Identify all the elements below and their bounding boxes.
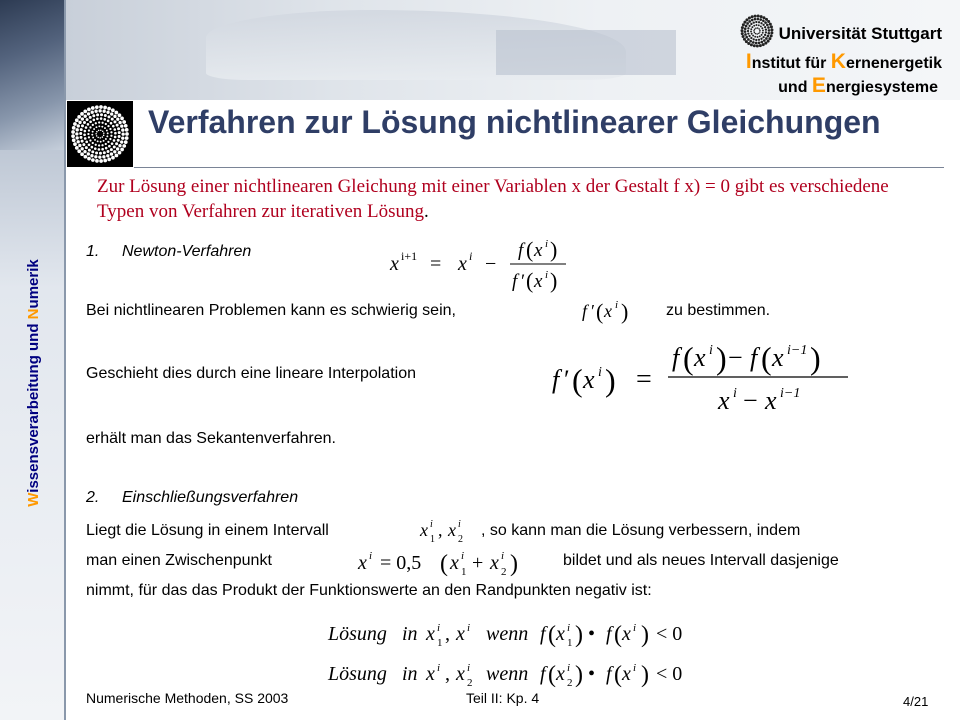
svg-text:2: 2 <box>467 677 473 689</box>
footer-course: Numerische Methoden, SS 2003 <box>86 690 289 706</box>
newton-formula <box>388 232 588 294</box>
title-divider <box>134 167 944 168</box>
svg-text:f: f <box>582 301 588 321</box>
svg-text:•: • <box>588 623 596 645</box>
svg-text:=: = <box>636 364 652 395</box>
svg-text:f: f <box>540 623 546 645</box>
svg-text:i: i <box>369 550 373 562</box>
svg-text:x: x <box>534 240 543 261</box>
svg-text:x: x <box>534 271 543 292</box>
svg-text:f: f <box>512 271 518 292</box>
page-title: Verfahren zur Lösung nichtlinearer Gleichungen <box>148 104 881 140</box>
svg-text:x: x <box>458 253 467 275</box>
institute-name-line1 <box>746 50 942 74</box>
svg-text:in: in <box>402 663 418 685</box>
interpolation-text: Geschieht dies durch eine lineare Interpolation <box>86 365 416 382</box>
sidebar-photo <box>0 0 64 150</box>
interval-text-after: , so kann man die Lösung verbessern, indem <box>481 522 801 539</box>
vertical-title-part: umerik <box>25 259 42 309</box>
secant-formula <box>548 336 858 416</box>
svg-text:x: x <box>426 663 435 685</box>
svg-text:(: ( <box>614 662 622 688</box>
svg-text:i−1: i−1 <box>780 386 801 401</box>
svg-text:(: ( <box>526 237 534 262</box>
svg-text:x: x <box>490 552 499 574</box>
derivative-formula <box>580 296 660 326</box>
institute-text: und <box>778 79 812 96</box>
svg-text:in: in <box>402 623 418 645</box>
svg-text:i: i <box>469 249 473 263</box>
svg-text:x: x <box>420 520 428 540</box>
svg-text:i−1: i−1 <box>787 343 808 358</box>
svg-text:(: ( <box>440 551 448 577</box>
svg-text:2: 2 <box>567 677 573 689</box>
svg-text:wenn: wenn <box>486 663 529 685</box>
svg-text:i: i <box>430 519 433 530</box>
svg-text:): ) <box>641 622 649 648</box>
svg-text:Lösung: Lösung <box>328 663 387 685</box>
svg-text:2: 2 <box>458 534 463 545</box>
svg-text:): ) <box>605 362 616 398</box>
vertical-title-initial-n: N <box>25 308 42 320</box>
svg-text:,: , <box>438 520 443 540</box>
institute-text: nstitut für <box>751 55 831 72</box>
interval-text-before: Liegt die Lösung in einem Intervall <box>86 522 329 539</box>
svg-text:i: i <box>467 622 471 634</box>
svg-text:(: ( <box>596 299 604 324</box>
svg-text:x: x <box>718 386 730 415</box>
svg-text:i: i <box>545 238 549 250</box>
svg-text:•: • <box>588 663 596 685</box>
svg-text:f: f <box>552 365 560 394</box>
svg-text:(: ( <box>761 340 772 376</box>
svg-text:x: x <box>450 552 459 574</box>
vertical-department-title <box>23 188 45 578</box>
institute-text: nergiesysteme <box>825 79 938 96</box>
svg-text:,: , <box>445 663 450 685</box>
svg-text:1: 1 <box>437 637 443 649</box>
institute-initial: E <box>811 74 826 97</box>
svg-text:x: x <box>556 623 565 645</box>
svg-text:i: i <box>733 386 737 401</box>
svg-text:,: , <box>445 623 450 645</box>
sidebar-divider <box>64 0 66 720</box>
svg-text:x: x <box>622 663 631 685</box>
svg-text:f: f <box>750 343 758 372</box>
svg-text:): ) <box>716 340 727 376</box>
svg-text:): ) <box>510 551 518 577</box>
svg-text:x: x <box>390 253 399 275</box>
bisection-rule-text: nimmt, für das das Produkt der Funktionswerte an den Randpunkten negativ ist: <box>86 582 652 599</box>
svg-text:i: i <box>615 299 619 311</box>
intro-period: . <box>424 201 429 222</box>
svg-text:i: i <box>458 519 461 530</box>
svg-text:(: ( <box>614 622 622 648</box>
svg-text:x: x <box>426 623 435 645</box>
svg-text:x: x <box>556 663 565 685</box>
svg-text:i: i <box>467 662 471 674</box>
header-banner <box>66 0 960 100</box>
institute-initial: K <box>830 50 846 73</box>
svg-text:): ) <box>550 237 558 262</box>
svg-text:= 0,5: = 0,5 <box>380 552 422 574</box>
secant-method-text: erhält man das Sekantenverfahren. <box>86 430 336 447</box>
svg-text:x: x <box>622 623 631 645</box>
svg-text:): ) <box>550 268 558 293</box>
svg-text:′: ′ <box>564 365 570 394</box>
svg-text:wenn: wenn <box>486 623 529 645</box>
section2-heading: Einschließungsverfahren <box>122 489 299 506</box>
svg-text:): ) <box>575 662 583 688</box>
svg-text:−: − <box>728 343 743 372</box>
banner-photo-detail <box>496 30 676 75</box>
svg-text:i: i <box>633 622 637 634</box>
svg-text:x: x <box>448 520 456 540</box>
svg-text:(: ( <box>548 662 556 688</box>
midpoint-text-before: man einen Zwischenpunkt <box>86 552 272 569</box>
svg-text:(: ( <box>683 340 694 376</box>
svg-text:): ) <box>641 662 649 688</box>
derivative-text-before: Bei nichtlinearen Problemen kann es schwierig sein, <box>86 302 456 319</box>
page-number: 4/21 <box>903 694 929 709</box>
derivative-text-after: zu bestimmen. <box>666 302 771 319</box>
svg-text:i: i <box>437 662 441 674</box>
svg-text:=: = <box>430 253 442 275</box>
institute-initial: I <box>745 50 752 73</box>
svg-text:i: i <box>633 662 637 674</box>
svg-text:−: − <box>485 253 497 275</box>
svg-text:′: ′ <box>521 271 526 292</box>
svg-text:i: i <box>545 269 549 281</box>
university-logo-icon <box>740 14 774 48</box>
svg-text:′: ′ <box>591 301 595 321</box>
university-emblem-icon <box>67 101 133 167</box>
svg-text:x: x <box>604 301 612 321</box>
vertical-title-part: issensverarbeitung und <box>25 319 42 493</box>
svg-text:Lösung: Lösung <box>328 623 387 645</box>
midpoint-text-after: bildet und als neues Intervall dasjenige <box>563 552 839 569</box>
svg-text:i: i <box>437 622 441 634</box>
svg-text:i: i <box>709 343 713 358</box>
svg-text:x: x <box>772 343 784 372</box>
svg-text:< 0: < 0 <box>656 663 683 685</box>
svg-text:x: x <box>765 386 777 415</box>
svg-text:i: i <box>461 550 465 562</box>
svg-text:f: f <box>672 343 680 372</box>
svg-text:): ) <box>810 340 821 376</box>
svg-text:+: + <box>472 552 484 574</box>
svg-text:i: i <box>598 365 602 380</box>
svg-text:1: 1 <box>430 534 435 545</box>
midpoint-formula <box>356 543 546 581</box>
section1-heading: Newton-Verfahren <box>122 243 252 260</box>
svg-text:f: f <box>606 663 612 685</box>
svg-text:i+1: i+1 <box>401 249 418 263</box>
svg-text:f: f <box>540 663 546 685</box>
svg-text:1: 1 <box>461 566 467 578</box>
svg-text:x: x <box>456 663 465 685</box>
institute-text: ernenergetik <box>845 55 942 72</box>
svg-text:i: i <box>567 622 571 634</box>
intro-paragraph <box>97 174 927 224</box>
svg-text:x: x <box>694 343 706 372</box>
svg-text:(: ( <box>548 622 556 648</box>
intro-text: Zur Lösung einer nichtlinearen Gleichung mit einer Variablen x der Gestalt f x) = 0 gibt es verschiedene Typen von Verfahren zur iterativen Lösung <box>97 176 889 222</box>
svg-text:i: i <box>567 662 571 674</box>
section2-number: 2. <box>86 489 100 506</box>
svg-text:x: x <box>358 552 367 574</box>
svg-text:): ) <box>575 622 583 648</box>
svg-text:f: f <box>518 240 524 261</box>
vertical-title-initial-w: W <box>25 492 42 507</box>
svg-text:x: x <box>583 365 595 394</box>
section1-number: 1. <box>86 243 100 260</box>
svg-text:1: 1 <box>567 637 573 649</box>
bisection-rule-formulas <box>326 614 766 694</box>
svg-text:f: f <box>606 623 612 645</box>
university-name: Universität Stuttgart <box>778 24 942 43</box>
svg-text:x: x <box>456 623 465 645</box>
footer-chapter: Teil II: Kp. 4 <box>466 690 540 706</box>
svg-text:): ) <box>621 299 629 324</box>
svg-text:< 0: < 0 <box>656 623 683 645</box>
svg-text:i: i <box>501 550 505 562</box>
institute-name-line2 <box>778 74 938 98</box>
svg-text:−: − <box>743 386 758 415</box>
svg-text:(: ( <box>526 268 534 293</box>
svg-text:(: ( <box>572 362 583 398</box>
svg-text:2: 2 <box>501 566 507 578</box>
